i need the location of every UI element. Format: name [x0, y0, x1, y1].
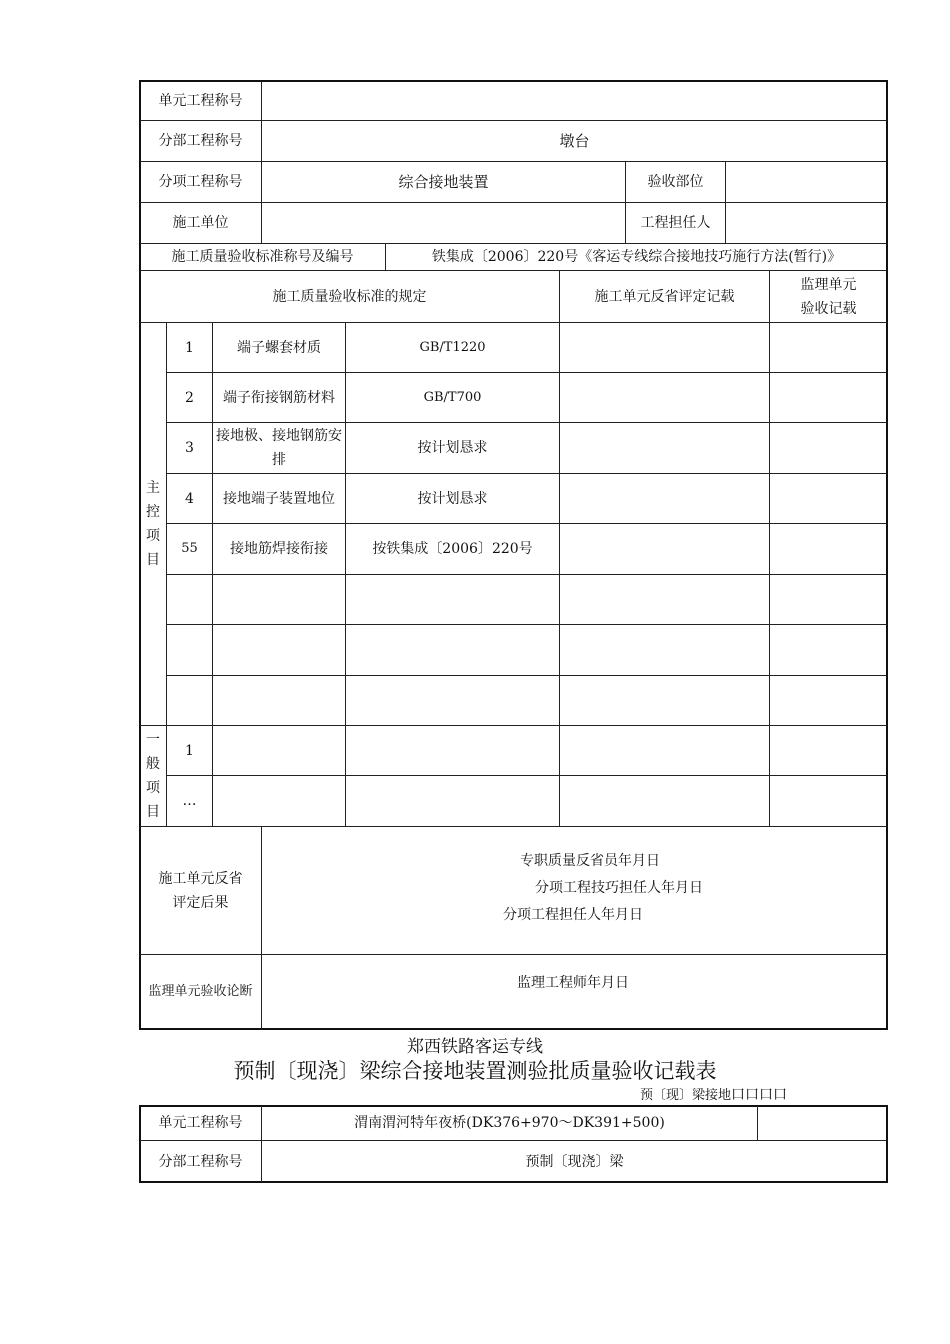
- col-supervisor-header: [770, 271, 887, 322]
- form2-code-boxes[interactable]: 口口口口: [731, 1087, 788, 1103]
- row-number: 2: [185, 389, 194, 406]
- standard-value: 铁集成〔2006〕220号《客运专线综合接地技巧施行方法(暂行)》: [431, 249, 842, 265]
- form2-division-label: 分部工程称号: [158, 1153, 243, 1170]
- col-supervisor-line1: 监理单元: [800, 276, 857, 293]
- acceptance-part-value[interactable]: [726, 162, 887, 202]
- col-supervisor-line2: 验收记载: [800, 300, 857, 317]
- project-manager-value[interactable]: [726, 203, 887, 243]
- form2-code-prefix: 预〔现〕梁接地: [640, 1088, 732, 1103]
- row-item-name: 接地筋焊接衔接: [230, 541, 328, 557]
- row-number: 4: [185, 490, 194, 507]
- col-self-eval-header: 施工单元反省评定记载: [594, 288, 735, 305]
- division-value[interactable]: 墩台: [559, 132, 590, 150]
- supervisor-conclusion-label: 监理单元验收论断: [148, 984, 253, 999]
- sign-tech-lead: 分项工程技巧担任人年月日: [535, 880, 703, 896]
- row-item-spec: 按计划恳求: [417, 440, 488, 456]
- row-item-spec: GB/T1220: [419, 339, 486, 355]
- row-item-name: 接地端子装置地位: [223, 490, 335, 507]
- row-number: 3: [185, 440, 194, 456]
- construction-unit-label: 施工单位: [172, 215, 229, 231]
- form2-title-line1: 郑西铁路客运专线: [407, 1037, 543, 1057]
- main-items-label: 主 控 项 目: [146, 480, 160, 568]
- sign-quality-inspector: 专职质量反省员年月日: [520, 853, 660, 869]
- unit-project-value[interactable]: [262, 81, 887, 120]
- acceptance-part-label: 验收部位: [647, 174, 704, 190]
- row-number: 55: [181, 541, 198, 556]
- row-number: …: [182, 793, 197, 809]
- row-number: 1: [185, 339, 194, 356]
- row-item-spec: 按计划恳求: [417, 490, 488, 507]
- form2-unit-project-value[interactable]: 渭南渭河特年夜桥(DK376+970～DK391+500): [354, 1115, 665, 1131]
- form2-division-value[interactable]: 预制〔现浇〕梁: [525, 1153, 624, 1170]
- construction-unit-value[interactable]: [262, 203, 625, 243]
- row-item-spec: GB/T700: [423, 389, 482, 405]
- row-item-name: 端子衔接钢筋材料: [223, 389, 335, 406]
- form2-unit-project-label: 单元工程称号: [158, 1115, 243, 1131]
- division-label: 分部工程称号: [158, 133, 243, 149]
- item-label: 分项工程称号: [158, 174, 243, 190]
- form2-title-line2: 预制〔现浇〕梁综合接地装置测验批质量验收记载表: [233, 1059, 717, 1083]
- col-standard-header: 施工质量验收标准的规定: [272, 288, 427, 305]
- project-manager-label: 工程担任人: [640, 215, 711, 231]
- sign-item-manager: 分项工程担任人年月日: [503, 907, 643, 923]
- row-item-name: 端子螺套材质: [237, 339, 321, 356]
- row-item-spec: 按铁集成〔2006〕220号: [372, 541, 533, 557]
- sign-supervisor: 监理工程师年月日: [517, 975, 629, 991]
- form2-code: [640, 1084, 787, 1104]
- row-number: 1: [185, 742, 194, 759]
- self-eval-result-label: 施工单元反省 评定后果: [158, 870, 243, 911]
- unit-project-label: 单元工程称号: [158, 92, 243, 109]
- general-items-label: 一 般 项 目: [146, 732, 160, 820]
- standard-label: 施工质量验收标准称号及编号: [171, 249, 354, 265]
- item-value[interactable]: 综合接地装置: [398, 173, 489, 191]
- row-item-name: 接地极、接地钢筋安排: [216, 428, 342, 468]
